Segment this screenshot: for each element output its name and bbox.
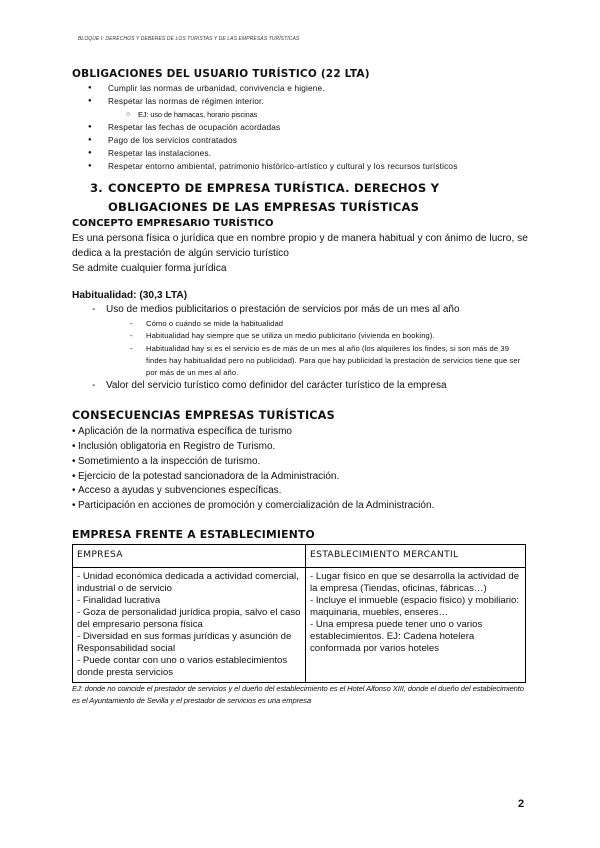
list-item: ● Respetar las fechas de ocupación acordadas — [72, 121, 532, 134]
section-number: 3. — [90, 181, 103, 195]
list-item: • Acceso a ayudas y subvenciones específicas. — [72, 484, 532, 499]
table-note: EJ: donde no coincide el prestador de servicios y el dueño del establecimiento es el Hotel Alfonso XIII, donde el dueño del establecimiento es el Ayuntamiento de Sevilla y el prestador de servicios es una empresa — [72, 683, 524, 705]
cell-line: - Puede contar con uno o varios establecimientos donde presta servicios — [77, 654, 288, 678]
list-subitem: ○ EJ: uso de hamacas, horario piscinas — [72, 108, 532, 121]
empresa-frente-heading: EMPRESA FRENTE A ESTABLECIMIENTO — [72, 527, 315, 541]
list-item-text: Uso de medios publicitarios o prestación de servicios por más de un mes al año — [106, 304, 460, 315]
page-number: 2 — [518, 798, 525, 810]
table-header-row — [73, 544, 526, 567]
table-header-establecimiento: ESTABLECIMIENTO MERCANTIL — [306, 544, 526, 567]
concepto-paragraph-2: Se admite cualquier forma jurídica — [72, 263, 227, 274]
consecuencias-list — [72, 425, 532, 513]
cell-line: - Una empresa puede tener uno o varios establecimientos. EJ: Cadena hotelera conformada por varios hoteles — [310, 618, 483, 654]
obligaciones-heading: OBLIGACIONES DEL USUARIO TURÍSTICO (22 LTA) — [72, 68, 370, 80]
habitualidad-sublist — [106, 318, 532, 379]
list-item: • Sometimiento a la inspección de turismo. — [72, 455, 532, 470]
cell-line: - Lugar físico en que se desarrolla la actividad de la empresa (Tiendas, oficinas, fábricas…) — [310, 570, 520, 594]
cell-line: - Finalidad lucrativa — [77, 594, 161, 606]
cell-line: - Incluye el inmueble (espacio físico) y mobiliario: maquinaria, muebles, enseres… — [310, 594, 520, 618]
cell-line: - Goza de personalidad jurídica propia, salvo el caso del empresario persona física — [77, 606, 301, 630]
list-item: • Ejercicio de la potestad sancionadora de la Administración. — [72, 470, 532, 485]
table-cell-establecimiento — [306, 567, 526, 682]
list-item: ● Respetar entorno ambiental, patrimonio histórico-artístico y cultural y los recursos turísticos — [72, 160, 532, 173]
list-subitem: - Habitualidad hay siempre que se utiliza un medio publicitario (vivienda en booking). — [106, 330, 532, 342]
list-subitem: - Cómo o cuándo se mide la habitualidad — [106, 318, 532, 330]
list-item — [72, 303, 532, 379]
list-subitem: - Habitualidad hay si es el servicio es de más de un mes al año (los alquileres los findes, si son más de 39 findes hay habitualidad pero no publicidad). Para que hay publicidad la prestación de servicios tiene que ser por más de un mes al año. — [106, 343, 532, 380]
habitualidad-list — [72, 303, 532, 393]
section-title-line1: CONCEPTO DE EMPRESA TURÍSTICA. DERECHOS Y — [108, 181, 440, 195]
section-3-heading — [90, 179, 532, 217]
cell-line: - Unidad económica dedicada a actividad comercial, industrial o de servicio — [77, 570, 299, 594]
habitualidad-heading: Habitualidad: (30,3 LTA) — [72, 290, 188, 301]
list-item: ● Cumplir las normas de urbanidad, convivencia e higiene. — [72, 82, 532, 95]
list-item: • Aplicación de la normativa específica de turismo — [72, 425, 532, 440]
list-item: • Participación en acciones de promoción y comercialización de la Administración. — [72, 499, 532, 514]
list-item: ● Respetar las instalaciones. — [72, 147, 532, 160]
empresa-establecimiento-table — [72, 544, 526, 683]
table-row — [73, 567, 526, 682]
section-title-line2: OBLIGACIONES DE LAS EMPRESAS TURÍSTICAS — [108, 200, 420, 214]
list-item: ● Respetar las normas de régimen interior. — [72, 95, 532, 108]
table-cell-empresa — [73, 567, 306, 682]
running-header: BLOQUE I: DERECHOS Y DEBERES DE LOS TURISTAS Y DE LAS EMPRESAS TURÍSTICAS — [78, 36, 300, 42]
concepto-paragraph: Es una persona física o jurídica que en nombre propio y de manera habitual y con ánimo de lucro, se dedica a la prestación de algún servicio turístico — [72, 233, 528, 259]
list-item: - Valor del servicio turístico como definidor del carácter turístico de la empresa — [72, 379, 532, 393]
obligaciones-list — [72, 82, 532, 173]
list-item: • Inclusión obligatoria en Registro de Turismo. — [72, 440, 532, 455]
cell-line: - Diversidad en sus formas jurídicas y asunción de Responsabilidad social — [77, 630, 292, 654]
concepto-heading: CONCEPTO EMPRESARIO TURÍSTICO — [72, 218, 274, 229]
document-body — [72, 68, 532, 707]
list-item: ● Pago de los servicios contratados — [72, 134, 532, 147]
table-header-empresa: EMPRESA — [73, 544, 306, 567]
consecuencias-heading: CONSECUENCIAS EMPRESAS TURÍSTICAS — [72, 409, 335, 423]
